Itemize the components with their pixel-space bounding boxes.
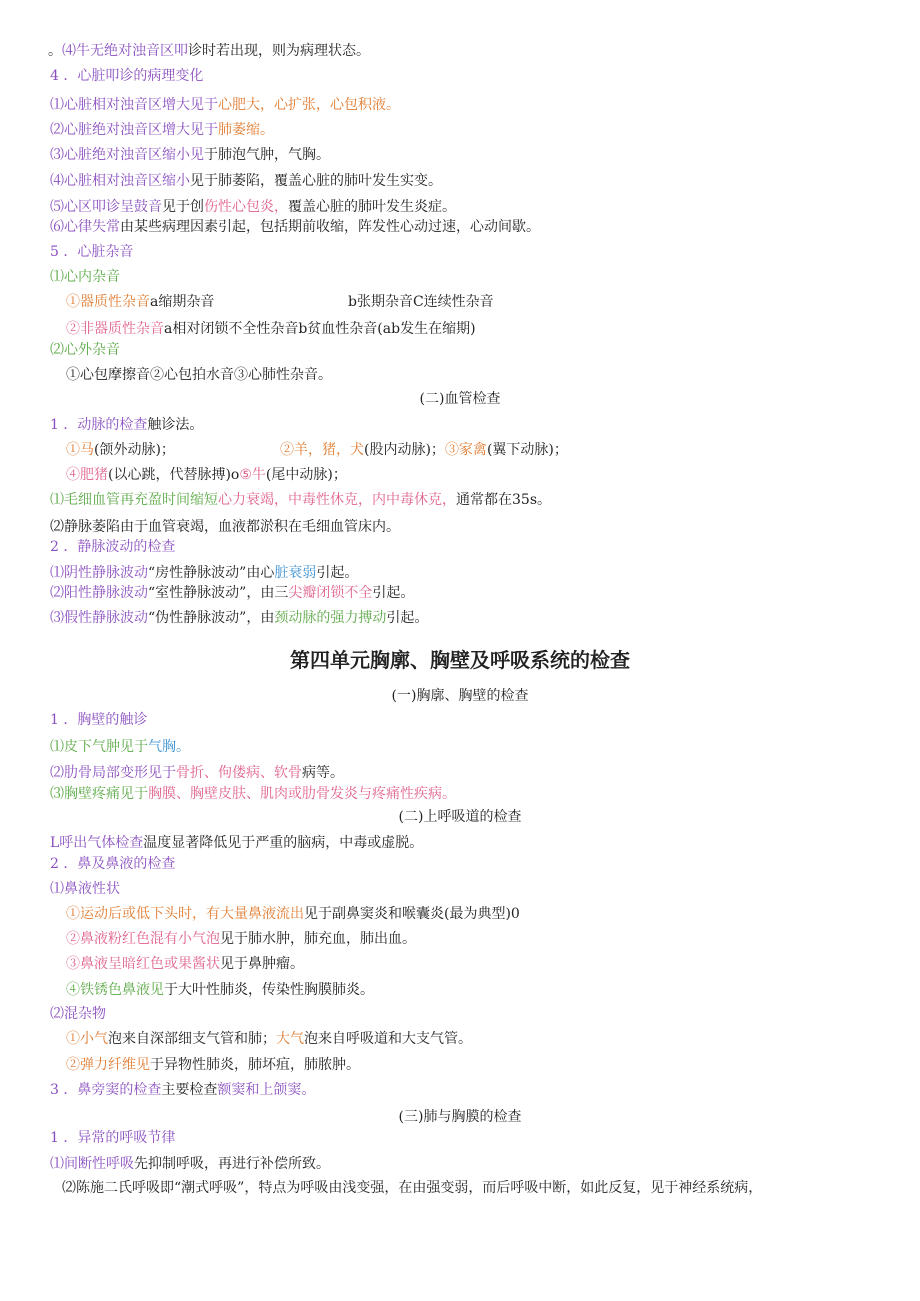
text-line	[66, 1056, 360, 1074]
text-line	[50, 491, 551, 509]
text-segment: ⑶假性静脉波动	[50, 610, 148, 626]
text-segment: ③鼻液呈暗红色或果酱状	[66, 956, 220, 972]
text-segment: ⑴心内杂音	[50, 269, 120, 285]
text-segment: (颌外动脉)；	[94, 442, 175, 458]
text-line	[66, 293, 214, 311]
text-segment: 见于副鼻窦炎和喉囊炎(最为典型)0	[304, 906, 520, 922]
text-segment: ①运动后或低下头时，有大量鼻液流出	[66, 906, 304, 922]
text-segment: (三)肺与胸膜的检查	[398, 1109, 522, 1125]
text-line	[50, 538, 175, 556]
text-line	[50, 1081, 315, 1099]
text-segment: (二)血管检查	[419, 391, 501, 407]
text-segment: 心肥大，心扩张，心包积液。	[218, 97, 400, 113]
text-segment: 第四单元胸廓、胸壁及呼吸系统的检查	[290, 648, 630, 672]
text-segment: b张期杂音C连续性杂音	[348, 294, 494, 310]
text-segment: 泡来自深部细支气管和肺；	[108, 1031, 276, 1047]
text-line	[50, 243, 133, 261]
text-segment: 2 ．静脉波动的检查	[50, 539, 176, 555]
text-segment: 由某些病理因素引起，包括期前收缩，阵发性心动过速，心动间歇。	[120, 219, 540, 235]
text-line	[50, 96, 400, 114]
text-segment: 见于创	[162, 199, 204, 215]
text-line	[50, 341, 120, 359]
text-line	[50, 121, 274, 139]
text-segment: ④肥猪	[66, 467, 108, 483]
text-segment: 心力衰竭，中毒性休克，内中毒休克，	[218, 492, 456, 508]
text-segment: 见于肺萎陷，覆盖心脏的肺叶发生实变。	[190, 173, 442, 189]
text-line	[48, 42, 370, 60]
text-segment: ⑴阴性静脉波动	[50, 565, 148, 581]
text-line	[50, 855, 175, 873]
text-line	[50, 172, 442, 190]
text-line	[66, 441, 175, 459]
text-segment: 引起。	[372, 585, 415, 601]
text-line	[348, 293, 494, 311]
text-segment: ⑶心脏绝对浊音区缩小见	[50, 147, 204, 163]
text-segment: 1 ．异常的呼吸节律	[50, 1130, 176, 1146]
text-line	[50, 738, 190, 756]
text-line	[50, 268, 120, 286]
text-line	[50, 218, 540, 236]
text-segment: 触诊法。	[147, 417, 204, 433]
text-segment: ⑤牛	[239, 467, 266, 483]
text-segment: ⑵混杂物	[50, 1006, 106, 1022]
text-segment: ⑵肋骨局部变形见于	[50, 765, 176, 781]
text-segment: ⑴毛细血管再充盈时间缩短	[50, 492, 218, 508]
text-segment: 骨折、佝偻病、软骨	[176, 765, 302, 781]
text-segment: 颈动脉的强力搏动	[274, 610, 387, 626]
text-segment: ⑴间断性呼吸	[50, 1156, 134, 1172]
text-segment: 尖瓣闭锁不全	[288, 585, 373, 601]
text-segment: 3 ．鼻旁窦的检查	[50, 1082, 162, 1098]
text-segment: (尾中动脉)；	[265, 467, 347, 483]
section-subheading	[0, 808, 920, 826]
text-segment: L呼出气体检查	[50, 835, 144, 851]
section-title	[0, 648, 920, 672]
text-segment: ⑷牛无绝对浊音区叩	[62, 43, 188, 59]
text-segment: 肺萎缩。	[218, 122, 274, 138]
text-segment: ②鼻液粉红色混有小气泡	[66, 931, 220, 947]
text-segment: ⑵心脏绝对浊音区增大见于	[50, 122, 218, 138]
text-line	[50, 67, 203, 85]
text-line	[66, 981, 374, 999]
text-segment: 通常都在35s。	[456, 492, 551, 508]
text-segment: ⑶胸壁疼痛见于	[50, 786, 148, 802]
text-segment: ⑴心脏相对浊音区增大见于	[50, 97, 218, 113]
section-subheading	[0, 687, 920, 705]
text-segment: ①器质性杂音	[66, 294, 150, 310]
text-segment: 2 ．鼻及鼻液的检查	[50, 856, 176, 872]
text-segment: ⑵心外杂音	[50, 342, 120, 358]
text-line	[50, 584, 414, 602]
text-segment: 于异物性肺炎，肺坏疽，肺脓肿。	[150, 1057, 360, 1073]
text-segment: ⑵静脉萎陷由于血管衰竭，血液都淤积在毛细血管床内。	[50, 519, 400, 535]
text-line	[50, 880, 120, 898]
text-segment: 4 ．心脏叩诊的病理变化	[50, 68, 204, 84]
section-subheading	[0, 390, 920, 408]
text-segment: (一)胸廓、胸壁的检查	[391, 688, 529, 704]
text-line	[66, 930, 416, 948]
text-segment: ①小气	[66, 1031, 108, 1047]
text-segment: 主要检查	[161, 1082, 218, 1098]
text-segment: ⑴鼻液性状	[50, 881, 120, 897]
text-segment: ③家禽	[444, 442, 487, 458]
text-segment: ④铁锈色鼻液见	[66, 982, 164, 998]
text-segment: ①心包摩擦音②心包拍水音③心肺性杂音。	[66, 367, 332, 383]
text-line	[50, 785, 456, 803]
text-line	[280, 441, 568, 459]
text-segment: a相对闭锁不全性杂音b贫血性杂音(ab发生在缩期)	[164, 321, 476, 337]
text-segment: ⑵阳性静脉波动	[50, 585, 148, 601]
text-segment: 伤性心包炎，	[204, 199, 288, 215]
text-segment: 1 ．胸壁的触诊	[50, 712, 148, 728]
text-line	[50, 1005, 106, 1023]
text-segment: “室性静脉波动”，由三	[148, 585, 289, 601]
text-segment: 见于肺水肿，肺充血，肺出血。	[220, 931, 416, 947]
text-line	[50, 198, 456, 216]
text-line	[50, 518, 400, 536]
text-segment: 5 ．心脏杂音	[50, 244, 134, 260]
text-line	[62, 1179, 762, 1197]
text-segment: 泡来自呼吸道和大支气管。	[304, 1031, 472, 1047]
text-segment: 引起。	[386, 610, 429, 626]
text-segment: (股内动脉)；	[364, 442, 445, 458]
text-segment: 病等。	[302, 765, 344, 781]
text-segment: ⑴皮下气肿见于	[50, 739, 148, 755]
text-segment: 温度显著降低见于严重的脑病，中毒或虚脱。	[143, 835, 424, 851]
text-line	[66, 366, 332, 384]
text-segment: ①马	[66, 442, 94, 458]
text-line	[50, 416, 203, 434]
text-line	[66, 320, 476, 338]
text-segment: 见于鼻肿瘤。	[220, 956, 304, 972]
text-segment: (二)上呼吸道的检查	[398, 809, 522, 825]
text-line	[66, 466, 347, 484]
text-segment: 额窦和上颌窦。	[217, 1082, 316, 1098]
text-segment: ②弹力纤维见	[66, 1057, 150, 1073]
text-line	[50, 564, 358, 582]
text-segment: ⑵陈施二氏呼吸即“潮式呼吸”，特点为呼吸由浅变强，在由强变弱，而后呼吸中断，如此反复，见于神经系统病，	[62, 1180, 763, 1196]
text-segment: (以心跳，代替脉搏)o	[108, 467, 240, 483]
text-segment: 脏衰弱	[274, 565, 317, 581]
text-line	[50, 711, 147, 729]
text-line	[66, 955, 304, 973]
text-line	[50, 146, 330, 164]
text-segment: a缩期杂音	[150, 294, 215, 310]
text-line	[66, 1030, 472, 1048]
text-segment: (翼下动脉)；	[486, 442, 568, 458]
text-segment: ⑸心区叩诊呈鼓音	[50, 199, 162, 215]
text-line	[50, 764, 344, 782]
text-segment: 。	[48, 43, 62, 59]
text-segment: ②非器质性杂音	[66, 321, 164, 337]
text-segment: 胸膜、胸壁皮肤、肌肉或肋骨发炎与疼痛性疾病。	[148, 786, 456, 802]
text-segment: 诊时若出现，则为病理状态。	[188, 43, 370, 59]
text-line	[66, 905, 520, 923]
section-subheading	[0, 1108, 920, 1126]
text-segment: “房性静脉波动”由心	[148, 565, 275, 581]
text-line	[50, 1155, 330, 1173]
text-segment: 气胸。	[148, 739, 190, 755]
text-segment: 于肺泡气肿，气胸。	[204, 147, 330, 163]
text-line	[50, 1129, 175, 1147]
text-line	[50, 834, 423, 852]
text-segment: ②羊，猪，犬	[280, 442, 364, 458]
text-segment: 于大叶性肺炎，传染性胸膜肺炎。	[164, 982, 374, 998]
text-segment: 覆盖心脏的肺叶发生炎症。	[288, 199, 456, 215]
text-segment: ⑹心律失常	[50, 219, 120, 235]
text-segment: “伪性静脉波动”，由	[148, 610, 275, 626]
text-segment: 先抑制呼吸，再进行补偿所致。	[134, 1156, 330, 1172]
text-segment: 大气	[276, 1031, 304, 1047]
text-line	[50, 609, 428, 627]
text-segment: 1 ．动脉的检查	[50, 417, 148, 433]
text-segment: 引起。	[316, 565, 359, 581]
text-segment: ⑷心脏相对浊音区缩小	[50, 173, 190, 189]
